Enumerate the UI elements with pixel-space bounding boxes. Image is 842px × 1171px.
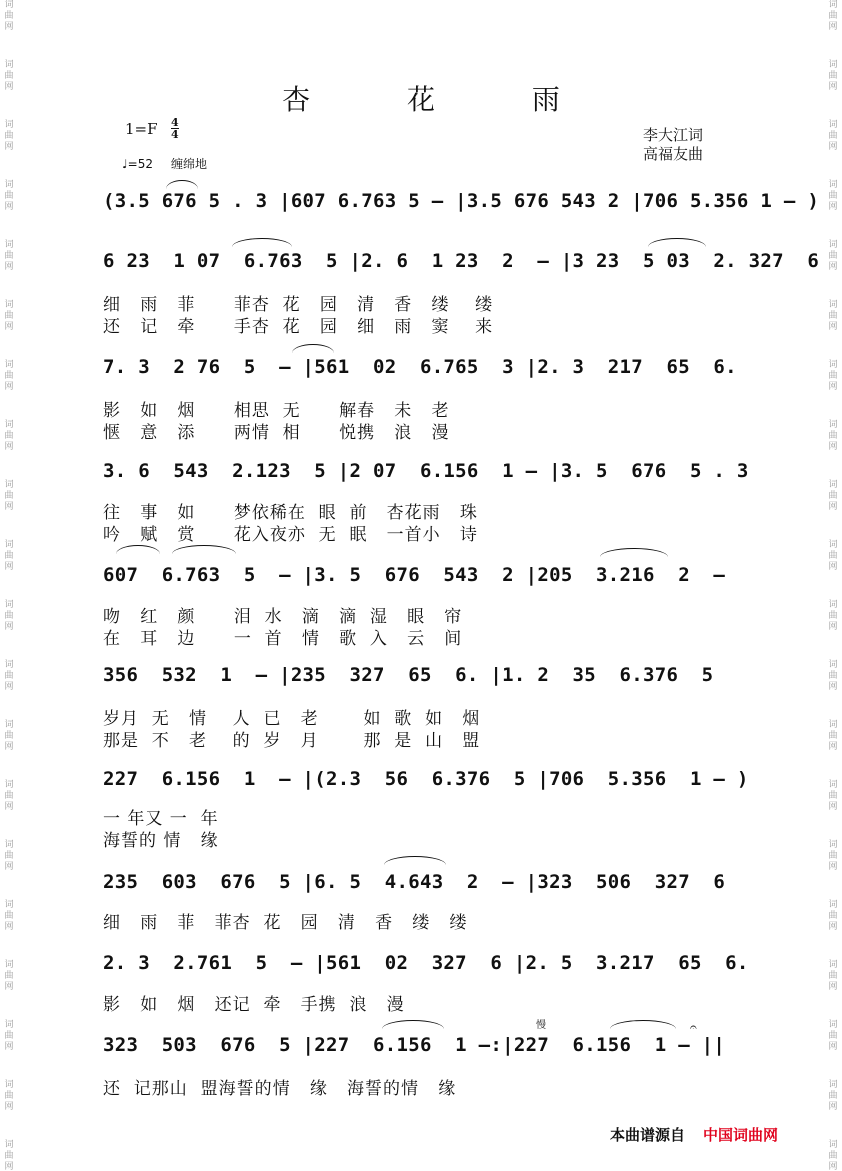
watermark-gap <box>2 1113 16 1139</box>
tempo-line <box>122 155 225 172</box>
watermark-char: 网 <box>4 502 14 512</box>
watermark-char: 网 <box>4 442 14 452</box>
watermark-gap <box>2 513 16 539</box>
watermark-char: 曲 <box>828 791 838 801</box>
time-signature-top: 4 <box>171 116 179 129</box>
watermark-char: 网 <box>828 1042 838 1052</box>
watermark-char: 曲 <box>828 11 838 21</box>
watermark-char: 词 <box>4 720 14 730</box>
watermark-char: 曲 <box>4 191 14 201</box>
lyric-row-5-verse-2: 在 耳 边 一 首 情 歌 入 云 间 <box>103 629 463 649</box>
watermark-gap <box>826 933 840 959</box>
watermark-char: 曲 <box>4 1031 14 1041</box>
watermark-char: 曲 <box>4 851 14 861</box>
watermark-char: 网 <box>4 802 14 812</box>
watermark-gap <box>2 873 16 899</box>
watermark-char: 词 <box>828 600 838 610</box>
watermark-char: 曲 <box>828 851 838 861</box>
slur <box>648 238 706 247</box>
watermark-char: 网 <box>4 202 14 212</box>
watermark-char: 词 <box>828 900 838 910</box>
watermark-right <box>826 0 840 1171</box>
watermark-char: 词 <box>4 0 14 10</box>
watermark-char: 词 <box>4 960 14 970</box>
watermark-char: 词 <box>828 1080 838 1090</box>
watermark-char: 词 <box>4 780 14 790</box>
watermark-char: 词 <box>828 0 838 10</box>
watermark-char: 网 <box>828 562 838 572</box>
slur <box>600 548 668 557</box>
lyric-row-5-verse-1: 吻 红 颜 泪 水 滴 滴 湿 眼 帘 <box>103 607 463 627</box>
watermark-char: 曲 <box>828 671 838 681</box>
credits <box>643 126 703 164</box>
watermark-char: 曲 <box>4 251 14 261</box>
source-label: 本曲谱源自 <box>610 1126 686 1144</box>
watermark-char: 网 <box>4 1102 14 1112</box>
lyric-row-6-verse-2: 那是 不 老 的 岁 月 那 是 山 盟 <box>103 731 481 751</box>
watermark-char: 曲 <box>828 131 838 141</box>
watermark-char: 曲 <box>4 611 14 621</box>
watermark-char: 曲 <box>4 911 14 921</box>
watermark-char: 词 <box>828 660 838 670</box>
watermark-char: 曲 <box>4 671 14 681</box>
watermark-char: 曲 <box>4 551 14 561</box>
watermark-char: 曲 <box>4 11 14 21</box>
watermark-gap <box>2 693 16 719</box>
watermark-gap <box>2 453 16 479</box>
watermark-char: 网 <box>828 262 838 272</box>
watermark-char: 词 <box>4 360 14 370</box>
song-title: 杏 花 雨 <box>282 83 604 116</box>
lyric-row-2-verse-2: 还 记 牵 手杏 花 园 细 雨 窦 来 <box>103 317 494 337</box>
watermark-char: 网 <box>4 742 14 752</box>
watermark-char: 网 <box>828 622 838 632</box>
watermark-char: 网 <box>4 562 14 572</box>
watermark-char: 曲 <box>828 611 838 621</box>
watermark-gap <box>2 273 16 299</box>
key-signature: 1=F <box>125 120 158 138</box>
watermark-gap <box>826 333 840 359</box>
watermark-char: 词 <box>4 600 14 610</box>
watermark-char: 词 <box>828 1020 838 1030</box>
lyric-row-6-verse-1: 岁月 无 情 人 已 老 如 歌 如 烟 <box>103 709 481 729</box>
watermark-gap <box>826 393 840 419</box>
watermark-char: 网 <box>4 22 14 32</box>
watermark-char: 网 <box>4 982 14 992</box>
watermark-gap <box>826 33 840 59</box>
lyric-row-3-verse-1: 影 如 烟 相思 无 解春 未 老 <box>103 401 450 421</box>
watermark-char: 网 <box>4 682 14 692</box>
watermark-char: 曲 <box>4 71 14 81</box>
watermark-gap <box>2 213 16 239</box>
watermark-char: 曲 <box>4 491 14 501</box>
notation-row-4: 3. 6 543 2.123 5 |2 07 6.156 1 – |3. 5 676 5 . 3 <box>103 460 749 482</box>
watermark-gap <box>826 573 840 599</box>
watermark-char: 网 <box>4 622 14 632</box>
watermark-gap <box>826 153 840 179</box>
watermark-char: 曲 <box>828 251 838 261</box>
watermark-char: 曲 <box>828 911 838 921</box>
notation-row-9: 2. 3 2.761 5 – |561 02 327 6 |2. 5 3.217 65 6. <box>103 952 749 974</box>
watermark-char: 曲 <box>4 311 14 321</box>
slur <box>382 1020 444 1029</box>
watermark-char: 曲 <box>4 971 14 981</box>
lyric-row-3-verse-2: 惬 意 添 两情 相 悦携 浪 漫 <box>103 423 450 443</box>
slur <box>232 238 292 247</box>
watermark-char: 词 <box>4 60 14 70</box>
lyric-row-7-verse-2: 海誓的 情 缘 <box>103 831 219 851</box>
watermark-char: 网 <box>828 202 838 212</box>
notation-row-5: 607 6.763 5 – |3. 5 676 543 2 |205 3.216 2 – <box>103 564 726 586</box>
watermark-char: 曲 <box>4 1091 14 1101</box>
watermark-gap <box>2 633 16 659</box>
watermark-char: 曲 <box>4 1151 14 1161</box>
notation-row-7: 227 6.156 1 – |(2.3 56 6.376 5 |706 5.356 1 – ) <box>103 768 749 790</box>
lyric-row-4-verse-2: 吟 赋 赏 花入夜亦 无 眠 一首小 诗 <box>103 525 478 545</box>
watermark-char: 网 <box>828 922 838 932</box>
lyric-row-7-verse-1: 一 年又 一 年 <box>103 809 219 829</box>
watermark-gap <box>2 153 16 179</box>
watermark-char: 曲 <box>828 431 838 441</box>
watermark-char: 网 <box>828 22 838 32</box>
watermark-char: 曲 <box>4 791 14 801</box>
watermark-char: 网 <box>828 862 838 872</box>
watermark-char: 词 <box>4 480 14 490</box>
watermark-char: 词 <box>828 1140 838 1150</box>
watermark-char: 词 <box>828 60 838 70</box>
watermark-gap <box>826 1113 840 1139</box>
watermark-char: 网 <box>828 322 838 332</box>
watermark-char: 词 <box>828 720 838 730</box>
lyric-row-10: 还 记那山 盟海誓的情 缘 海誓的情 缘 <box>103 1079 457 1099</box>
site-name[interactable]: 中国词曲网 <box>703 1126 779 1144</box>
watermark-gap <box>826 1053 840 1079</box>
watermark-gap <box>826 813 840 839</box>
watermark-char: 词 <box>828 840 838 850</box>
watermark-char: 网 <box>828 382 838 392</box>
watermark-char: 曲 <box>4 431 14 441</box>
watermark-char: 曲 <box>828 491 838 501</box>
notation-row-10: 323 503 676 5 |227 6.156 1 –:|227 6.156 1 – || <box>103 1034 726 1056</box>
watermark-char: 词 <box>4 900 14 910</box>
slur <box>610 1020 676 1029</box>
watermark-char: 曲 <box>828 71 838 81</box>
watermark-char: 词 <box>4 180 14 190</box>
watermark-char: 词 <box>4 840 14 850</box>
watermark-char: 词 <box>4 540 14 550</box>
watermark-gap <box>2 933 16 959</box>
watermark-char: 曲 <box>828 1091 838 1101</box>
watermark-char: 词 <box>828 960 838 970</box>
slur <box>172 545 236 554</box>
watermark-char: 网 <box>828 682 838 692</box>
watermark-gap <box>2 753 16 779</box>
watermark-char: 词 <box>4 240 14 250</box>
watermark-char: 曲 <box>828 371 838 381</box>
watermark-char: 词 <box>4 120 14 130</box>
slur <box>384 856 446 865</box>
watermark-char: 网 <box>4 1042 14 1052</box>
lyric-row-2-verse-1: 细 雨 菲 菲杏 花 园 清 香 缕 缕 <box>103 295 494 315</box>
watermark-char: 词 <box>828 180 838 190</box>
source-footer <box>610 1124 778 1145</box>
watermark-char: 曲 <box>828 191 838 201</box>
watermark-char: 网 <box>4 1162 14 1171</box>
watermark-left <box>2 0 16 1171</box>
watermark-gap <box>2 813 16 839</box>
watermark-char: 词 <box>4 660 14 670</box>
slur <box>166 180 198 189</box>
watermark-gap <box>2 393 16 419</box>
watermark-gap <box>826 273 840 299</box>
lyric-row-9: 影 如 烟 还记 牵 手携 浪 漫 <box>103 995 405 1015</box>
watermark-char: 词 <box>4 1020 14 1030</box>
watermark-gap <box>826 873 840 899</box>
lyric-row-8: 细 雨 菲 菲杏 花 园 清 香 缕 缕 <box>103 913 468 933</box>
watermark-char: 曲 <box>4 731 14 741</box>
time-signature-bottom: 4 <box>171 128 179 141</box>
watermark-gap <box>2 1053 16 1079</box>
watermark-char: 网 <box>828 1102 838 1112</box>
watermark-gap <box>826 633 840 659</box>
notation-row-3: 7. 3 2 76 5 – |561 02 6.765 3 |2. 3 217 65 6. <box>103 356 737 378</box>
watermark-char: 曲 <box>828 971 838 981</box>
watermark-char: 词 <box>828 540 838 550</box>
watermark-char: 网 <box>828 1162 838 1171</box>
watermark-char: 曲 <box>4 371 14 381</box>
watermark-char: 词 <box>828 420 838 430</box>
watermark-char: 词 <box>828 120 838 130</box>
watermark-char: 网 <box>828 142 838 152</box>
watermark-char: 曲 <box>828 1031 838 1041</box>
watermark-gap <box>826 993 840 1019</box>
watermark-char: 网 <box>4 262 14 272</box>
watermark-char: 网 <box>828 502 838 512</box>
notation-row-1: (3.5 676 5 . 3 |607 6.763 5 – |3.5 676 543 2 |706 5.356 1 – ) <box>103 190 820 212</box>
watermark-char: 曲 <box>828 311 838 321</box>
watermark-char: 词 <box>4 1140 14 1150</box>
watermark-gap <box>2 993 16 1019</box>
watermark-char: 曲 <box>828 731 838 741</box>
watermark-char: 网 <box>4 142 14 152</box>
watermark-gap <box>826 453 840 479</box>
watermark-gap <box>826 213 840 239</box>
watermark-char: 网 <box>4 862 14 872</box>
composer-credit: 高福友曲 <box>643 145 704 163</box>
slur <box>116 545 160 554</box>
watermark-char: 网 <box>4 382 14 392</box>
slow-marking: 慢 <box>536 1020 546 1031</box>
watermark-char: 词 <box>828 300 838 310</box>
watermark-char: 词 <box>828 360 838 370</box>
lyricist-credit: 李大江词 <box>643 126 704 144</box>
watermark-char: 网 <box>828 982 838 992</box>
watermark-char: 曲 <box>4 131 14 141</box>
expression-marking: 缠绵地 <box>170 157 207 171</box>
watermark-char: 网 <box>828 742 838 752</box>
fermata-icon: 𝄐 <box>690 1020 697 1034</box>
watermark-gap <box>826 513 840 539</box>
watermark-char: 网 <box>4 82 14 92</box>
watermark-char: 网 <box>4 922 14 932</box>
time-signature <box>171 117 179 140</box>
watermark-char: 词 <box>828 780 838 790</box>
watermark-char: 网 <box>828 802 838 812</box>
watermark-gap <box>826 753 840 779</box>
watermark-char: 曲 <box>828 551 838 561</box>
watermark-gap <box>2 333 16 359</box>
watermark-gap <box>2 573 16 599</box>
watermark-char: 词 <box>828 240 838 250</box>
tempo-marking: ♩=52 <box>122 157 153 171</box>
slur <box>292 344 334 353</box>
watermark-char: 网 <box>828 442 838 452</box>
watermark-char: 词 <box>828 480 838 490</box>
watermark-char: 词 <box>4 420 14 430</box>
notation-row-8: 235 603 676 5 |6. 5 4.643 2 – |323 506 327 6 <box>103 871 726 893</box>
lyric-row-4-verse-1: 往 事 如 梦依稀在 眼 前 杏花雨 珠 <box>103 503 478 523</box>
watermark-gap <box>826 693 840 719</box>
watermark-gap <box>2 33 16 59</box>
notation-row-6: 356 532 1 – |235 327 65 6. |1. 2 35 6.376 5 <box>103 664 714 686</box>
watermark-char: 网 <box>4 322 14 332</box>
watermark-char: 词 <box>4 300 14 310</box>
watermark-char: 网 <box>828 82 838 92</box>
watermark-char: 曲 <box>828 1151 838 1161</box>
notation-row-2: 6 23 1 07 6.763 5 |2. 6 1 23 2 – |3 23 5 03 2. 327 6 <box>103 250 820 272</box>
watermark-char: 词 <box>4 1080 14 1090</box>
